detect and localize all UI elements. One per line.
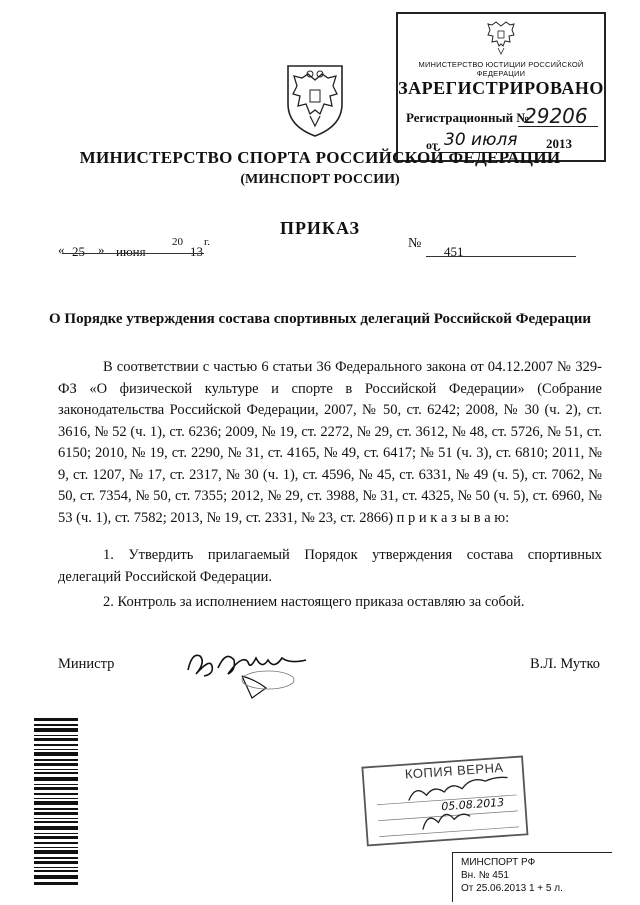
date-month: июня (116, 244, 146, 259)
order-item-2: 2. Контроль за исполнением настоящего приказа оставляю за собой. (103, 594, 525, 610)
order-number-sign: № (408, 236, 422, 251)
ministry-title: МИНИСТЕРСТВО СПОРТА РОССИЙСКОЙ ФЕДЕРАЦИИ (79, 148, 561, 167)
signatory-name: В.Л. Мутко (530, 656, 601, 672)
reg-date-prefix: от (426, 138, 438, 152)
incoming-registration-stamp (452, 852, 612, 902)
copy-stamp-title: КОПИЯ ВЕРНА (404, 759, 505, 782)
copy-stamp-date: 05.08.2013 (440, 795, 505, 814)
ministry-short-name: (МИНСПОРТ РОССИИ) (240, 172, 400, 187)
order-subject: О Порядке утверждения состава спортивных делегаций Российской Федерации (49, 311, 591, 327)
underline (62, 253, 204, 254)
date-year-suffix: г. (204, 236, 211, 248)
copy-certified-stamp (354, 754, 534, 850)
document-type: ПРИКАЗ (279, 218, 361, 238)
incoming-number: Вн. № 451 (461, 870, 509, 881)
order-item-1: 1. Утвердить прилагаемый Порядок утверждения состава спортивных делегаций Российской Федерации. (58, 547, 602, 585)
order-number-value: 451 (444, 244, 464, 259)
reg-date-handwritten: 30 июля (444, 130, 518, 150)
underline (426, 256, 576, 257)
reg-number-value: 29206 (524, 104, 588, 128)
reg-date-year: 2013 (546, 136, 572, 151)
date-close-quote: » (98, 242, 105, 257)
date-year: 13 (190, 244, 203, 259)
reg-number-label: Регистрационный № (406, 110, 530, 125)
barcode-graphic (34, 718, 78, 888)
date-century: 20 (172, 236, 183, 248)
order-body (58, 357, 602, 529)
coat-of-arms-emblem (280, 60, 350, 140)
underline (518, 126, 598, 127)
registered-label: ЗАРЕГИСТРИРОВАНО (398, 78, 604, 98)
date-open-quote: « (58, 242, 65, 257)
small-emblem-icon (484, 18, 518, 58)
date-day: 25 (72, 244, 85, 259)
registration-stamp (396, 12, 606, 162)
preamble-paragraph: В соответствии с частью 6 статьи 36 Федерального закона от 04.12.2007 № 329-ФЗ «О физической культуре и спорте в Российской Федерации» (Собрание законодательства Российской Федерации, 2007, № 50, ст. 6242; 2008, № 30 (ч. 2), ст. 3616, № 52 (ч. 1), ст. 6236; 2009, № 19, ст. 2272, № 29, ст. 3612, № 48, ст. 5726, № 51, ст. 6150; 2010, № 19, ст. 2290, № 31, ст. 4165, № 49, ст. 6417; № 51 (ч. 3), ст. 6810; 2011, № 9, ст. 1207, № 17, ст. 2317, № 30 (ч. 1), ст. 4596, № 45, ст. 6331, № 49 (ч. 5), ст. 7062, № 50, ст. 7354, № 50, ст. 7355; 2012, № 29, ст. 3988, № 31, ст. 4325, № 50 (ч. 5), ст. 6960, № 53 (ч. 1), ст. 7582; 2013, № 19, ст. 2331, № 23, ст. 2866) п р и к а з ы в а ю: (58, 359, 602, 526)
incoming-date: От 25.06.2013 1 + 5 л. (461, 883, 563, 894)
incoming-org: МИНСПОРТ РФ (461, 857, 536, 868)
stamp-ministry-name: МИНИСТЕРСТВО ЮСТИЦИИ РОССИЙСКОЙ ФЕДЕРАЦИИ (418, 60, 584, 78)
signatory-position: Министр (58, 656, 115, 672)
handwritten-signature (182, 640, 312, 700)
